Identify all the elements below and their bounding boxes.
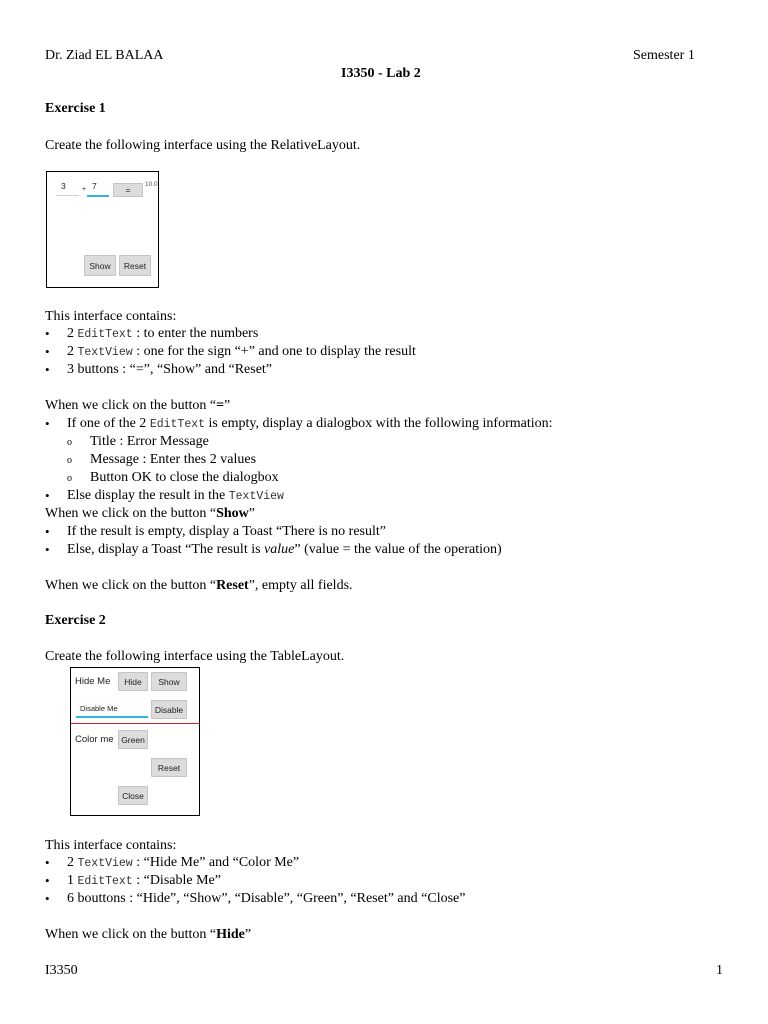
exercise2-heading: Exercise 2 [45, 613, 106, 628]
disable-me-underline [76, 716, 148, 718]
divider-line [71, 723, 199, 724]
ex2-item3: 6 bouttons : “Hide”, “Show”, “Disable”, “Green”, “Reset” and “Close” [67, 891, 466, 906]
author: Dr. Ziad EL BALAA [45, 48, 164, 63]
bullet: • [45, 326, 50, 341]
show-rule2: Else, display a Toast “The result is value” (value = the value of the operation) [67, 542, 502, 557]
reset-click-line: When we click on the button “Reset”, empty all fields. [45, 578, 353, 593]
show-rule1: If the result is empty, display a Toast “There is no result” [67, 524, 386, 539]
table-layout-mockup [70, 667, 200, 816]
page-number: 1 [716, 963, 723, 978]
reset-button-2: Reset [151, 758, 187, 777]
number2-underline [87, 195, 109, 197]
show-click-line: When we click on the button “Show” [45, 506, 255, 521]
reset-button: Reset [119, 255, 151, 276]
hide-button: Hide [118, 672, 148, 691]
disable-button: Disable [151, 700, 187, 719]
result-text: 10.0 [145, 181, 158, 188]
footer-course: I3350 [45, 963, 78, 978]
bullet: • [45, 891, 50, 906]
bullet: • [45, 542, 50, 557]
bullet: • [45, 362, 50, 377]
ex1-item2: 2 TextView : one for the sign “+” and one to display the result [67, 344, 416, 359]
sub-bullet: o [67, 437, 72, 448]
bullet: • [45, 873, 50, 888]
bullet: • [45, 524, 50, 539]
page-title: I3350 - Lab 2 [341, 66, 421, 81]
ex1-contains: This interface contains: [45, 309, 177, 324]
dialog-button-line: Button OK to close the dialogbox [90, 470, 279, 485]
sub-bullet: o [67, 473, 72, 484]
color-me-label: Color me [75, 734, 114, 745]
hide-me-label: Hide Me [75, 676, 111, 687]
plus-sign: + [82, 186, 87, 193]
close-button: Close [118, 786, 148, 805]
show-button-2: Show [151, 672, 187, 691]
show-button: Show [84, 255, 116, 276]
ex2-contains: This interface contains: [45, 838, 177, 853]
semester: Semester 1 [633, 48, 695, 63]
calculator-mockup [46, 171, 159, 288]
ex2-item2: 1 EditText : “Disable Me” [67, 873, 221, 888]
exercise2-intro: Create the following interface using the TableLayout. [45, 649, 345, 664]
green-button: Green [118, 730, 148, 749]
equals-click-line: When we click on the button “=” [45, 398, 231, 413]
ex1-item1: 2 EditText : to enter the numbers [67, 326, 259, 341]
disable-me-field: Disable Me [80, 704, 118, 713]
sub-bullet: o [67, 455, 72, 466]
exercise1-intro: Create the following interface using the RelativeLayout. [45, 138, 361, 153]
number2-field: 7 [92, 181, 97, 191]
bullet: • [45, 344, 50, 359]
bullet: • [45, 416, 50, 431]
dialog-message-line: Message : Enter thes 2 values [90, 452, 257, 467]
bullet: • [45, 488, 50, 503]
equals-rule2: Else display the result in the TextView [67, 488, 284, 503]
number1-field: 3 [61, 181, 66, 191]
ex2-item1: 2 TextView : “Hide Me” and “Color Me” [67, 855, 300, 870]
hide-click-line: When we click on the button “Hide” [45, 927, 252, 942]
exercise1-heading: Exercise 1 [45, 101, 106, 116]
equals-button: = [113, 183, 143, 197]
equals-rule1: If one of the 2 EditText is empty, display a dialogbox with the following information: [67, 416, 553, 431]
bullet: • [45, 855, 50, 870]
ex1-item3: 3 buttons : “=”, “Show” and “Reset” [67, 362, 273, 377]
number1-underline [56, 195, 79, 196]
dialog-title-line: Title : Error Message [90, 434, 209, 449]
